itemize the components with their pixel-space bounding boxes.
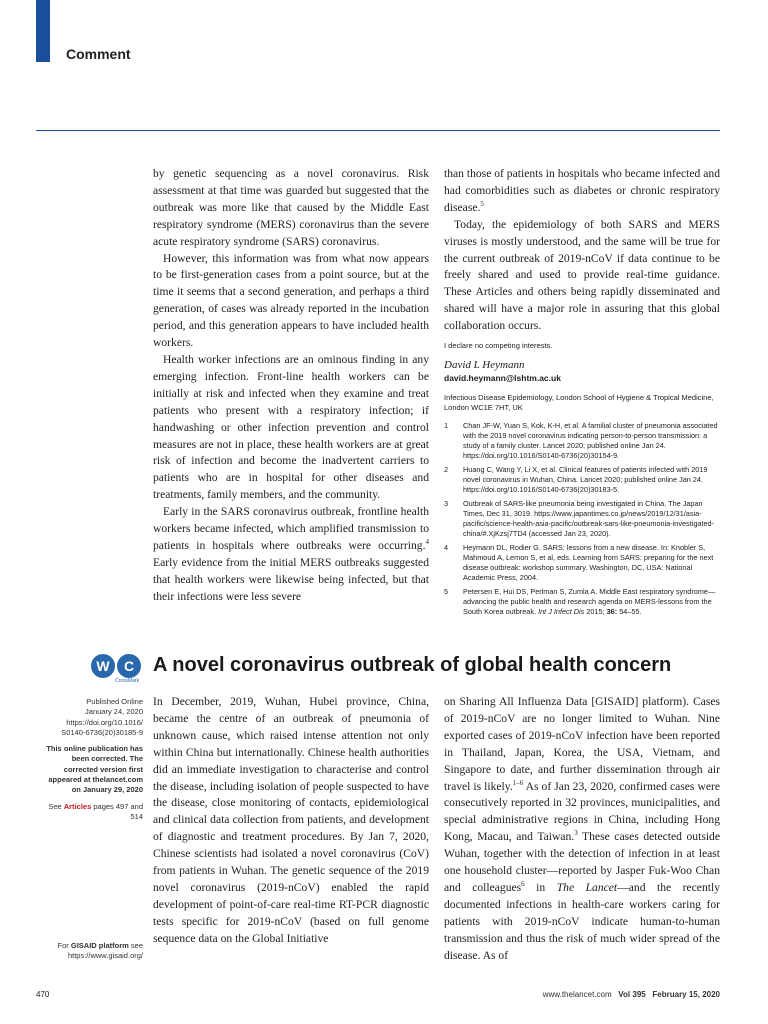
see-prefix: See: [48, 801, 64, 811]
margin-notes: [40, 697, 143, 822]
reference-marker[interactable]: 6: [521, 880, 525, 889]
gisaid-prefix: For: [57, 941, 71, 950]
reference-marker[interactable]: 1–6: [512, 778, 524, 787]
author-affiliation: Infectious Disease Epidemiology, London School of Hygiene & Tropical Medicine, London WC1E 7HT, UK: [444, 393, 714, 413]
reference-journal: Int J Infect Dis: [538, 607, 585, 617]
paragraph: [444, 694, 720, 965]
crossmark-w-icon: W: [91, 654, 115, 678]
reference-marker[interactable]: 5: [480, 199, 484, 208]
paragraph-text: in: [524, 880, 557, 894]
published-date: January 24, 2020: [85, 707, 143, 717]
top-left-column: [153, 166, 429, 606]
crossmark-badge[interactable]: [91, 654, 141, 688]
section-color-bar: [36, 0, 50, 62]
paragraph: [153, 504, 429, 605]
paragraph: by genetic sequencing as a novel coronavirus. Risk assessment at that time was guarded but suggested that the outbreak was more like that caused by the Middle East respiratory syndrome (MERS) coronavirus than the severe acute respiratory syndrome (SARS) coronavirus.: [153, 167, 429, 248]
journal-name: The Lancet: [556, 880, 618, 894]
crossmark-bookmark-icon: C: [117, 654, 141, 678]
reference-volume: 36:: [606, 607, 618, 617]
reference-pages: 54–55.: [617, 607, 642, 617]
reference-marker[interactable]: 4: [425, 538, 429, 547]
reference-text: Huang C, Wang Y, Li X, et al. Clinical features of patients infected with 2019 novel coronavirus in Wuhan, China. Lancet 2020; published online Jan 24. https://doi.org/10.1016/S0140-6736(20)30183-5.: [463, 465, 708, 495]
footer-date: February 15, 2020: [652, 990, 720, 999]
reference-marker[interactable]: 3: [574, 829, 578, 838]
author-name: David L Heymann: [444, 359, 525, 372]
reference-number: 3: [444, 499, 449, 509]
doi-link-cont[interactable]: S0140-6736(20)30185-9: [61, 727, 143, 737]
footer-journal-info: [543, 990, 720, 999]
reference-list: [444, 421, 720, 617]
article-title: A novel coronavirus outbreak of global health concern: [153, 654, 672, 676]
header-rule: [36, 130, 720, 131]
page-number: 470: [36, 990, 50, 999]
reference-text: Outbreak of SARS-like pneumonia being investigated in China. The Japan Times, Dec 31, 3019. https://www.japantimes.co.jp/news/2019/12/31/asia-pacific/science-health-asia-pacific/outbreak-sars-like-pneumonia-investigated-china/#.XjKzsj7TD4 (accessed Jan 23, 2020).: [463, 499, 715, 539]
paragraph-text: These cases detected outside Wuhan, together with the detection of infection in at least one household cluster—reported by Jasper Fuk-Woo Chan and colleagues: [444, 830, 720, 894]
gisaid-note: [40, 941, 143, 962]
footer-volume: Vol 395: [618, 990, 646, 999]
see-suffix: pages 497 and 514: [91, 801, 143, 821]
competing-interests: I declare no competing interests.: [444, 341, 553, 351]
crossmark-label: CrossMark: [115, 678, 140, 684]
paragraph: [444, 166, 720, 217]
reference-number: 5: [444, 587, 449, 597]
bottom-right-column: [444, 694, 720, 965]
reference-item: [444, 465, 720, 495]
reference-item: [444, 543, 720, 583]
reference-number: 2: [444, 465, 449, 475]
section-label: Comment: [66, 46, 131, 62]
gisaid-link[interactable]: see https://www.gisaid.org/: [67, 941, 143, 961]
correction-notice: This online publication has been corrected. The corrected version first appeared at thelancet.com on January 29, 2020: [46, 744, 143, 795]
paragraph: Health worker infections are an ominous finding in any emerging infection. Front-line health workers can be initially at risk and infected when they examine and treat patients who present with a respiratory infection; if handwashing or other infection prevention and control measures are not in place, these health workers are at great risk of infection and become the inadvertent carriers to patients who are in hospital for other diseases and treatments, family members, and the community.: [153, 352, 429, 502]
paragraph-text: Early evidence from the initial MERS outbreaks suggested that health workers were likewise being infected, but that their infections were less severe: [153, 555, 429, 603]
reference-number: 4: [444, 543, 449, 553]
reference-number: 1: [444, 421, 449, 431]
paragraph-text: than those of patients in hospitals who became infected and had comorbidities such as diabetes or chronic respiratory disease.: [444, 167, 720, 214]
paragraph-text: —and the recently documented infections in health-care workers caring for patients with 2019-nCoV indicate human-to-human transmission and thus the risk of much wider spread of the disease. As of: [444, 880, 720, 962]
reference-text: Chan JF-W, Yuan S, Kok, K-H, et al. A familial cluster of pneumonia associated with the 2019 novel coronavirus indicating person-to-person transmission: a study of a family cluster. Lancet 2020; published online Jan 24. https://doi.org/10.1016/S0140-6736(20)30154-9.: [463, 421, 718, 461]
reference-item: [444, 587, 720, 617]
published-label: Published Online: [86, 697, 143, 706]
paragraph-text: on Sharing All Influenza Data [GISAID] platform). Cases of 2019-nCoV are no longer limited to Wuhan. Nine exported cases of 2019-nCoV infection have been reported in Thailand, Japan, Korea, the USA, Vietnam, and Singapore to date, and further dissemination through air travel is likely.: [444, 695, 720, 793]
reference-text: [463, 587, 720, 617]
bottom-left-column: [153, 694, 429, 948]
reference-text: Heymann DL, Rodier G. SARS: lessons from a new disease. In: Knobler S, Mahmoud A, Lemon S, et al, eds. Learning from SARS: preparing for the next disease outbreak: workshop summary. Washington, DC, USA: National Academic Press, 2004.: [463, 543, 714, 583]
doi-link[interactable]: https://doi.org/10.1016/: [66, 717, 143, 727]
articles-link[interactable]: Articles: [63, 801, 92, 811]
paragraph-text: As of Jan 23, 2020, confirmed cases were consecutively reported in 32 provinces, municipalities, and special administrative regions in China, including Hong Kong, Macau, and Taiwan.: [444, 779, 720, 844]
reference-body: Petersen E, Hui DS, Perlman S, Zumla A. Middle East respiratory syndrome—advancing the public health and research agenda on MERS-lessons from the South Korea outbreak.: [463, 587, 716, 617]
gisaid-label: GISAID platform: [70, 941, 129, 950]
reference-year: 2015;: [584, 607, 605, 617]
paragraph: Today, the epidemiology of both SARS and MERS viruses is mostly understood, and the same will be true for the current outbreak of 2019-nCoV if data continue to be freely shared and used to provide real-time guidance. These Articles and others being rapidly disseminated and shared will have a major role in assuring that this global collaboration occurs.: [444, 217, 720, 333]
top-right-column: [444, 166, 720, 621]
see-also: [40, 802, 143, 823]
footer-site[interactable]: www.thelancet.com: [542, 990, 612, 999]
paragraph-text: Early in the SARS coronavirus outbreak, frontline health workers became infected, which amplified transmission to patients in hospitals where outbreaks were occurring.: [153, 505, 429, 552]
paragraph: In December, 2019, Wuhan, Hubei province, China, became the centre of an outbreak of pneumonia of unknown cause, which raised intense attention not only within China but internationally. Chinese health authorities did an immediate investigation to characterise and control the disease, including isolation of people suspected to have the disease, close monitoring of contacts, epidemiological and clinical data collection from patients, and development of diagnostic and treatment procedures. By Jan 7, 2020, Chinese scientists had isolated a novel coronavirus (CoV) from patients in Wuhan. The genetic sequence of the 2019 novel coronavirus (2019-nCoV) enabled the rapid development of point-of-care real-time RT-PCR diagnostic tests specific for 2019-nCoV (based on full genome sequence data on the Global Initiative: [153, 695, 429, 945]
reference-item: [444, 499, 720, 539]
paragraph: However, this information was from what now appears to be first-generation cases from a point source, but at the time it seems that a second generation, and perhaps a third generation, of cases was already reported in the incubation period, and this generation appears to have included health workers.: [153, 251, 429, 350]
reference-item: [444, 421, 720, 461]
author-email[interactable]: david.heymann@lshtm.ac.uk: [444, 373, 561, 384]
